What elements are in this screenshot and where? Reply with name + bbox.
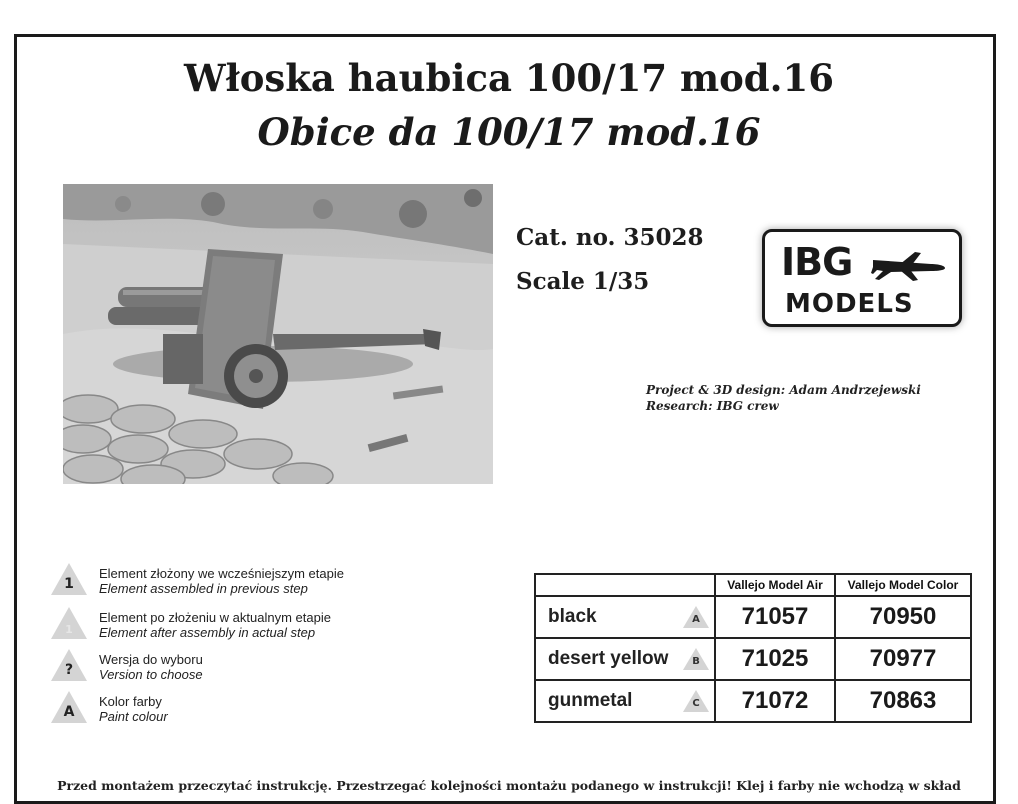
legend-text-pl: Element złożony we wcześniejszym etapie <box>99 566 344 581</box>
legend-item <box>50 648 410 688</box>
paint-name-cell <box>535 596 715 638</box>
vallejo-air-code: 71072 <box>715 680 835 722</box>
legend-text-en: Element after assembly in actual step <box>99 625 316 640</box>
header-vallejo-color: Vallejo Model Color <box>835 574 971 596</box>
paint-row <box>535 596 971 638</box>
footer-note: Przed montażem przeczytać instrukcję. Przestrzegać kolejności montażu podanego w instrukcji! Klej i farby nie wchodzą w skład <box>57 778 961 793</box>
paint-name: gunmetal <box>548 690 633 711</box>
legend-symbol: A <box>63 704 75 720</box>
paint-name: desert yellow <box>548 648 669 669</box>
paint-letter: A <box>692 614 700 625</box>
vallejo-color-code: 70863 <box>835 680 971 722</box>
credits <box>646 382 921 414</box>
legend-item <box>50 562 410 602</box>
title-polish: Włoska haubica 100/17 mod.16 <box>183 56 835 100</box>
paint-letter: B <box>692 656 700 667</box>
paint-row <box>535 638 971 680</box>
legend-item <box>50 606 410 646</box>
legend-text-pl: Element po złożeniu w aktualnym etapie <box>99 610 331 625</box>
title-italian: Obice da 100/17 mod.16 <box>257 110 761 154</box>
paint-row <box>535 680 971 722</box>
legend-text-en: Paint colour <box>99 709 168 724</box>
vallejo-air-code: 71025 <box>715 638 835 680</box>
legend-symbol: ? <box>64 662 74 678</box>
logo-text-ibg: IBG <box>781 240 853 284</box>
logo-text-models: MODELS <box>785 289 914 319</box>
howitzer-photo-image <box>63 184 493 484</box>
paint-table-header <box>535 574 971 596</box>
catalog-number: Cat. no. 35028 <box>516 224 704 251</box>
credits-design: Project & 3D design: Adam Andrzejewski <box>646 383 921 397</box>
legend-text-pl: Kolor farby <box>99 694 162 709</box>
credits-research: Research: IBG crew <box>646 399 779 413</box>
vallejo-air-code: 71057 <box>715 596 835 638</box>
header-blank <box>535 574 715 596</box>
paint-name-cell <box>535 680 715 722</box>
vallejo-color-code: 70950 <box>835 596 971 638</box>
airplane-icon <box>871 250 947 282</box>
legend-item <box>50 690 410 730</box>
header-vallejo-air: Vallejo Model Air <box>715 574 835 596</box>
legend-text-en: Version to choose <box>99 667 203 682</box>
legend-text-en: Element assembled in previous step <box>99 581 308 596</box>
ibg-models-logo <box>762 229 962 327</box>
legend-text-pl: Wersja do wyboru <box>99 652 203 667</box>
howitzer-photo <box>63 184 493 484</box>
paint-name: black <box>548 606 597 627</box>
paint-table <box>534 573 972 723</box>
legend-symbol: 1 <box>65 623 73 636</box>
paint-name-cell <box>535 638 715 680</box>
paint-letter: C <box>692 698 700 709</box>
legend-symbol: 1 <box>64 576 74 592</box>
scale-label: Scale 1/35 <box>516 268 650 295</box>
vallejo-color-code: 70977 <box>835 638 971 680</box>
